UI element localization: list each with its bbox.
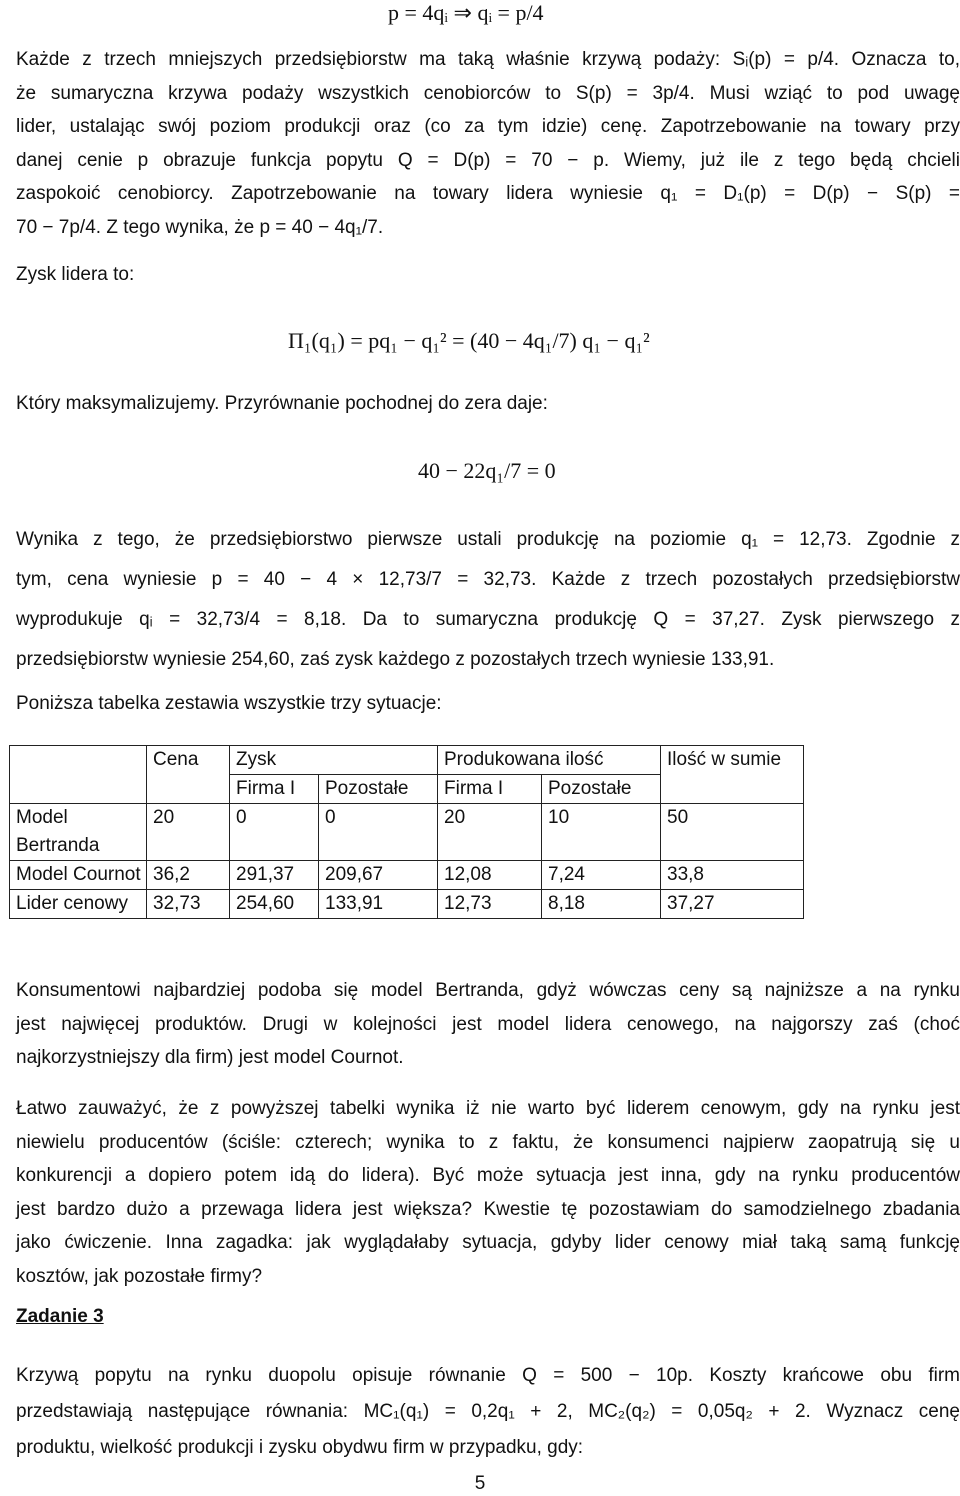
text-line: niewielu producentów (ściśle: czterech; wynika to z faktu, że konsumenci najpierw zaopatrują się u [16,1131,960,1153]
table-cell: Firma I [230,775,319,804]
table-cell: 50 [661,804,804,861]
table-cell: 37,27 [661,890,804,919]
text-line: że sumaryczna krzywa podaży wszystkich cenobiorców to S(p) = 3p/4. Musi wziąć to pod uwagę [16,82,960,104]
table-cell: Ilość w sumie [661,746,804,804]
table-cell: 254,60 [230,890,319,919]
table-cell: Pozostałe [319,775,438,804]
text-line: zaspokoić cenobiorcy. Zapotrzebowanie na towary lidera wyniesie q₁ = D₁(p) = D(p) − S(p) = [16,183,960,204]
table-cell: 12,73 [438,890,542,919]
table-cell: Model Bertranda [10,804,147,861]
profit-equation: Π₁(q₁) = pq₁ − q₁² = (40 − 4q₁/7) q₁ − q₁² [288,328,650,353]
table-cell: Zysk [230,746,438,775]
table-cell [10,746,147,804]
table-cell: 12,08 [438,861,542,890]
paragraph-conclusion [16,974,960,1075]
table-cell: 0 [230,804,319,861]
table-cell: Firma I [438,775,542,804]
paragraph-remark [16,1092,960,1293]
text-line: Każde z trzech mniejszych przedsiębiorstw ma taką właśnie krzywą podaży: Sᵢ(p) = p/4. Oznacza to, [16,49,960,70]
text-line: tym, cena wyniesie p = 40 − 4 × 12,73/7 = 32,73. Każde z trzech pozostałych przedsiębiorstw [16,569,960,590]
text-line: wyprodukuje qᵢ = 32,73/4 = 8,18. Da to sumaryczna produkcję Q = 37,27. Zysk pierwszego z [16,609,960,630]
text-line: najkorzystniejszy dla firm) jest model Cournot. [16,1047,404,1068]
text-line: Wynika z tego, że przedsiębiorstwo pierwsze ustali produkcję na poziomie q₁ = 12,73. Zgodnie z [16,529,960,550]
table-cell: 133,91 [319,890,438,919]
table-cell: 0 [319,804,438,861]
text-line: jako ćwiczenie. Inna zagadka: jak wyglądałaby sytuacja, gdyby lider cenowy miał taką samą funkcję [16,1232,960,1253]
text-line: jest najwięcej produktów. Drugi w kolejności jest model lidera cenowego, na najgorszy zaś (choć [16,1013,960,1035]
table-cell: Pozostałe [542,775,661,804]
maximize-text: Który maksymalizujemy. Przyrównanie pochodnej do zera daje: [16,393,548,414]
text-line: jest bardzo dużo a przewaga lidera jest większa? Kwestie tę pozostawiam do samodzielnego zbadania [16,1198,960,1220]
text-line: produktu, wielkość produkcji i zysku obydwu firm w przypadku, gdy: [16,1437,584,1458]
text-line: kosztów, jak pozostałe firmy? [16,1265,263,1287]
table-intro: Poniższa tabelka zestawia wszystkie trzy sytuacje: [16,693,442,714]
table-header-row [10,746,804,775]
text-line: przedsiębiorstw wyniesie 254,60, zaś zysk każdego z pozostałych trzech wyniesie 133,91. [16,649,775,670]
table-cell: 7,24 [542,861,661,890]
table-cell: Produkowana ilość [438,746,661,775]
paragraph-result [16,520,960,680]
page-number: 5 [474,1473,486,1494]
table-row [10,861,804,890]
text-line: przedstawiają następujące równania: MC₁(q₁) = 0,2q₁ + 2, MC₂(q₂) = 0,05q₂ + 2. Wyznacz cenę [16,1401,960,1422]
table-cell: Model Cournot [10,861,147,890]
table-cell: 10 [542,804,661,861]
paragraph-supply [16,43,960,244]
table-cell: 291,37 [230,861,319,890]
text-line: Krzywą popytu na rynku duopolu opisuje równanie Q = 500 − 10p. Koszty krańcowe obu firm [16,1365,960,1386]
text-line: Konsumentowi najbardziej podoba się model Bertranda, gdyż wówczas ceny są najniższe a na rynku [16,980,960,1001]
table-cell: 32,73 [147,890,230,919]
table-cell: Lider cenowy [10,890,147,919]
table-cell: Cena [147,746,230,804]
text-line: lider, ustalając swój poziom produkcji oraz (co za tym idzie) cenę. Zapotrzebowanie na towary przy [16,116,960,137]
paragraph-exercise [16,1358,960,1466]
table-cell: 36,2 [147,861,230,890]
table-cell: 33,8 [661,861,804,890]
table-row [10,890,804,919]
text-line: Łatwo zauważyć, że z powyższej tabelki wynika iż nie warto być liderem cenowym, gdy na rynku jest [16,1098,960,1119]
table-row [10,804,804,861]
table-cell: 8,18 [542,890,661,919]
text-line: konkurencji a dopiero potem idą do lidera). Być może sytuacja jest inna, gdy na rynku producentów [16,1165,960,1186]
top-equation: p = 4qᵢ ⇒ qᵢ = p/4 [388,0,544,25]
text-line: 70 − 7p/4. Z tego wynika, że p = 40 − 4q₁/7. [16,216,384,238]
table-cell: 20 [147,804,230,861]
comparison-table [9,745,804,919]
derivative-equation: 40 − 22q₁/7 = 0 [418,458,556,483]
profit-label: Zysk lidera to: [16,264,135,285]
text-line: danej cenie p obrazuje funkcja popytu Q = D(p) = 70 − p. Wiemy, już ile z tego będą chcieli [16,149,960,171]
exercise-heading: Zadanie 3 [16,1306,104,1327]
table-cell: 20 [438,804,542,861]
table-cell: 209,67 [319,861,438,890]
